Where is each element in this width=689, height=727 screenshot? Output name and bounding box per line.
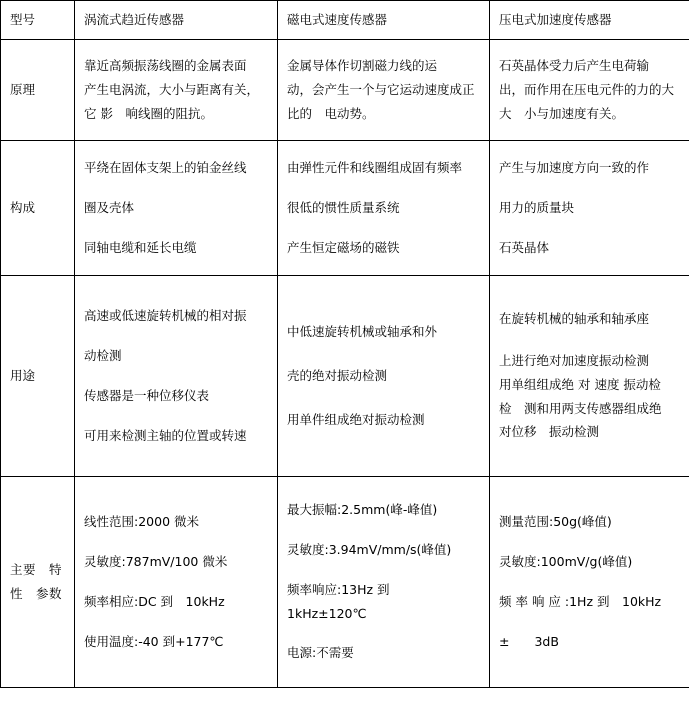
row-label-principle: 原理 <box>1 39 75 140</box>
cell-line: 在旋转机械的轴承和轴承座 <box>499 311 650 327</box>
cell-line: 它 影 响线圈的阻抗。 <box>84 105 213 121</box>
cell-line: 金属导体作切割磁力线的运 <box>287 58 438 74</box>
cell-line: 最大振幅:2.5mm(峰-峰值) <box>287 502 438 518</box>
row-label-structure: 构成 <box>1 140 75 275</box>
cell-line: 对位移 振动检测 <box>499 424 600 440</box>
cell-line: 频率响应:13Hz 到 1kHz±120℃ <box>287 581 403 621</box>
cell-line: 由弹性元件和线圈组成固有频率 <box>287 160 463 176</box>
cell-params-eddy-current <box>75 476 278 687</box>
cell-principle-eddy-current <box>75 39 278 140</box>
table-row <box>1 39 689 140</box>
cell-line: 产生与加速度方向一致的作 <box>499 160 650 176</box>
header-cell-eddy-current: 涡流式趋近传感器 <box>75 1 278 40</box>
table-row <box>1 275 689 476</box>
cell-line: 检 测和用两支传感器组成绝 <box>499 400 662 416</box>
cell-line: 测量范围:50g(峰值) <box>499 514 612 530</box>
cell-line: 石英晶体受力后产生电荷输 <box>499 58 650 74</box>
cell-line: 用力的质量块 <box>499 199 575 215</box>
cell-line: 靠近高频振荡线圈的金属表面 <box>84 58 247 74</box>
cell-usage-magnetoelectric <box>278 275 490 476</box>
cell-line: 大 小与加速度有关。 <box>499 105 625 121</box>
cell-line: 用单件组成绝对振动检测 <box>287 411 425 427</box>
cell-line: 平绕在固体支架上的铂金丝线 <box>84 160 247 176</box>
cell-line: 灵敏度:3.94mV/mm/s(峰值) <box>287 542 452 558</box>
cell-usage-eddy-current <box>75 275 278 476</box>
cell-line: 同轴电缆和延长电缆 <box>84 239 197 255</box>
cell-usage-piezoelectric <box>490 275 689 476</box>
cell-line: 电源:不需要 <box>287 645 354 661</box>
cell-params-magnetoelectric <box>278 476 490 687</box>
cell-line: 用单组组成绝 对 速度 振动检 <box>499 376 661 392</box>
cell-line: 产生恒定磁场的磁铁 <box>287 239 400 255</box>
cell-line: 壳的绝对振动检测 <box>287 367 388 383</box>
cell-line: 频率相应:DC 到 10kHz <box>84 593 225 609</box>
table-row <box>1 476 689 687</box>
cell-line: 可用来检测主轴的位置或转速 <box>84 427 247 443</box>
cell-line: 很低的惯性质量系统 <box>287 199 400 215</box>
cell-structure-magnetoelectric <box>278 140 490 275</box>
row-label-key-parameters-line1: 主要 特 性 参数 <box>10 562 63 601</box>
cell-line: 灵敏度:100mV/g(峰值) <box>499 554 633 569</box>
cell-line: 上进行绝对加速度振动检测 <box>499 353 650 369</box>
cell-line: 高速或低速旋转机械的相对振 <box>84 308 247 324</box>
cell-line: 灵敏度:787mV/100 微米 <box>84 554 228 569</box>
cell-params-piezoelectric <box>490 476 689 687</box>
table-header-row <box>1 1 689 40</box>
cell-structure-eddy-current <box>75 140 278 275</box>
header-cell-piezoelectric: 压电式加速度传感器 <box>490 1 689 40</box>
cell-line: 线性范围:2000 微米 <box>84 514 199 530</box>
cell-structure-piezoelectric <box>490 140 689 275</box>
cell-line: 动检测 <box>84 348 122 363</box>
cell-line: 石英晶体 <box>499 239 550 255</box>
cell-principle-magnetoelectric <box>278 39 490 140</box>
cell-line: 动，会产生一个与它运动速度成正 <box>287 81 475 97</box>
row-label-key-parameters <box>1 476 75 687</box>
row-label-usage: 用途 <box>1 275 75 476</box>
cell-line: 传感器是一种位移仪表 <box>84 387 210 403</box>
cell-line: 使用温度:-40 到+177℃ <box>84 633 224 649</box>
cell-line: 中低速旋转机械或轴承和外 <box>287 324 438 340</box>
table-row <box>1 140 689 275</box>
cell-line: ± 3dB <box>499 633 559 649</box>
cell-line: 出，而作用在压电元件的力的大 <box>499 81 675 97</box>
cell-line: 频 率 响 应 :1Hz 到 10kHz <box>499 593 662 609</box>
cell-line: 产生电涡流，大小与距离有关， <box>84 81 260 97</box>
header-cell-magnetoelectric: 磁电式速度传感器 <box>278 1 490 40</box>
cell-principle-piezoelectric <box>490 39 689 140</box>
cell-line: 比的 电动势。 <box>287 105 375 121</box>
header-cell-model: 型号 <box>1 1 75 40</box>
cell-line: 圈及壳体 <box>84 199 135 215</box>
